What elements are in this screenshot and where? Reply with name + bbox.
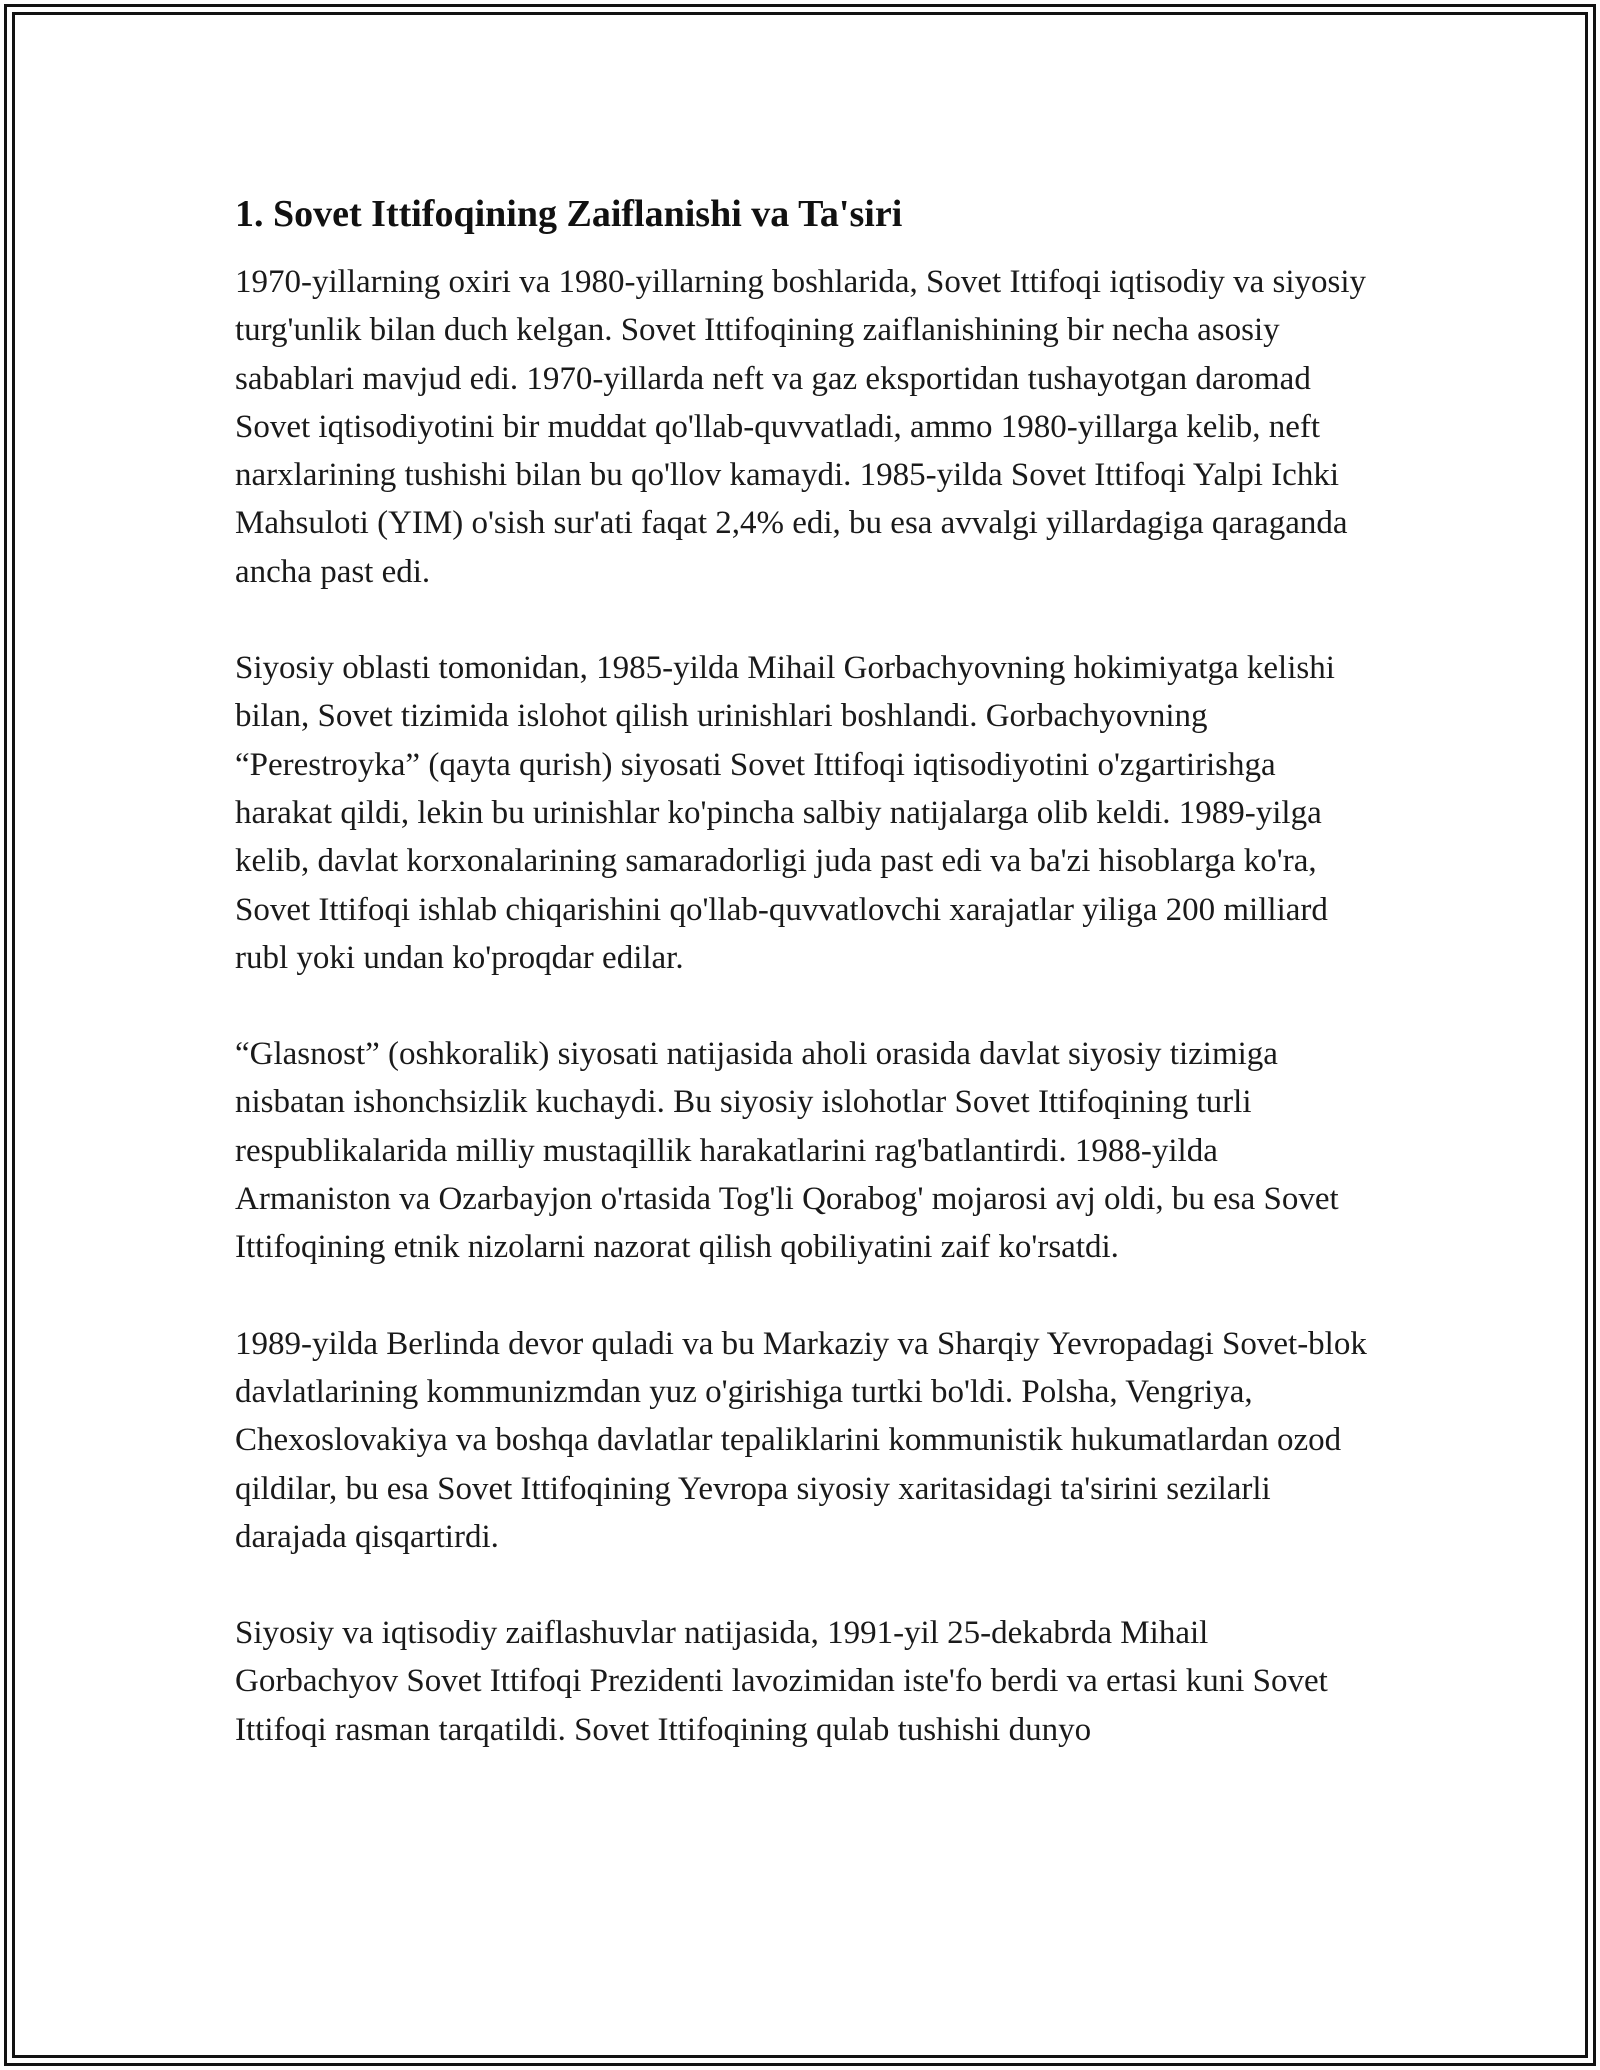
section-title: 1. Sovet Ittifoqining Zaiflanishi va Ta'siri [235,193,903,235]
paragraph-1: 1970-yillarning oxiri va 1980-yillarning boshlarida, Sovet Ittifoqi iqtisodiy va siyosiy turg'unlik bilan duch kelgan. Sovet Ittifoqining zaiflanishining bir necha asosiy sabablari mavjud edi. 1970-yillarda neft va gaz eksportidan tushayotgan daromad Sovet iqtisodiyotini bir muddat qo'llab-quvvatladi, ammo 1980-yillarga kelib, neft narxlarining tushishi bilan bu qo'llov kamaydi. 1985-yilda Sovet Ittifoqi Yalpi Ichki Mahsuloti (YIM) o'sish sur'ati faqat 2,4% edi, bu esa avvalgi yillardagiga qaraganda ancha past edi. [235,264,1367,590]
paragraph-2: Siyosiy oblasti tomonidan, 1985-yilda Mihail Gorbachyovning hokimiyatga kelishi bilan, Sovet tizimida islohot qilish urinishlari boshlandi. Gorbachyovning “Perestroyka” (qayta qurish) siyosati Sovet Ittifoqi iqtisodiyotini o'zgartirishga harakat qildi, lekin bu urinishlar ko'pincha salbiy natijalarga olib keldi. 1989-yilga kelib, davlat korxonalarining samaradorligi juda past edi va ba'zi hisoblarga ko'ra, Sovet Ittifoqi ishlab chiqarishini qo'llab-quvvatlovchi xarajatlar yiliga 200 milliard rubl yoki undan ko'proqdar edilar. [235,650,1335,976]
paragraph-4: 1989-yilda Berlinda devor quladi va bu Markaziy va Sharqiy Yevropadagi Sovet-blok davlatlarining kommunizmdan yuz o'girishiga turtki bo'ldi. Polsha, Vengriya, Chexoslovakiya va boshqa davlatlar tepaliklarini kommunistik hukumatlardan ozod qildilar, bu esa Sovet Ittifoqining Yevropa siyosiy xaritasidagi ta'sirini sezilarli darajada qisqartirdi. [235,1325,1367,1555]
document-body [235,186,1370,1802]
paragraph-3: “Glasnost” (oshkoralik) siyosati natijasida aholi orasida davlat siyosiy tizimiga nisbatan ishonchsizlik kuchaydi. Bu siyosiy islohotlar Sovet Ittifoqining turli respublikalarida milliy mustaqillik harakatlarini rag'batlantirdi. 1988-yilda Armaniston va Ozarbayjon o'rtasida Tog'li Qorabog' mojarosi avj oldi, bu esa Sovet Ittifoqining etnik nizolarni nazorat qilish qobiliyatini zaif ko'rsatdi. [235,1036,1339,1266]
paragraph-5: Siyosiy va iqtisodiy zaiflashuvlar natijasida, 1991-yil 25-dekabrda Mihail Gorbachyov Sovet Ittifoqi Prezidenti lavozimidan iste'fo berdi va ertasi kuni Sovet Ittifoqi rasman tarqatildi. Sovet Ittifoqining qulab tushishi dunyo [235,1615,1328,1748]
